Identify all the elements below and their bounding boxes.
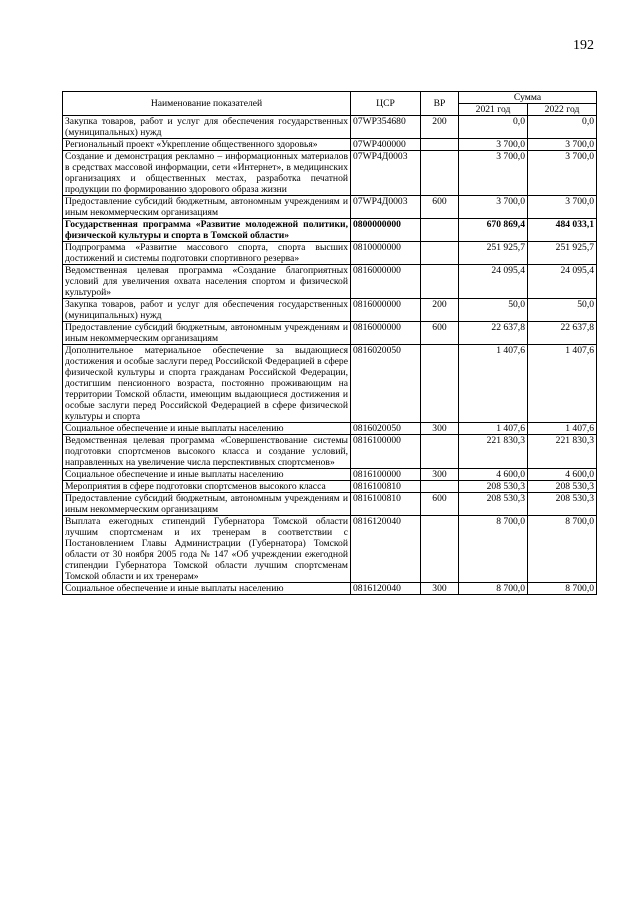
row-2022-cell: 208 530,3 — [528, 493, 597, 516]
row-2022-cell: 208 530,3 — [528, 481, 597, 493]
row-vr-cell: 200 — [421, 116, 459, 139]
row-2022-cell: 22 637,8 — [528, 322, 597, 345]
table-row — [63, 116, 597, 139]
row-csr-cell: 0816000000 — [351, 265, 421, 299]
table-row — [63, 139, 597, 151]
row-2021-cell: 1 407,6 — [459, 423, 528, 435]
row-vr-cell: 300 — [421, 423, 459, 435]
row-vr-cell: 600 — [421, 322, 459, 345]
row-csr-cell: 07WP400000 — [351, 139, 421, 151]
row-name-cell: Закупка товаров, работ и услуг для обеспечения государственных (муниципальных) нужд — [63, 116, 351, 139]
row-2022-cell: 24 095,4 — [528, 265, 597, 299]
row-name-cell: Государственная программа «Развитие молодежной политики, физической культуры и спорта в Томской области» — [63, 219, 351, 242]
table-row — [63, 242, 597, 265]
row-csr-cell: 07WP4Д0003 — [351, 196, 421, 219]
row-2021-cell: 251 925,7 — [459, 242, 528, 265]
header-year-2021: 2021 год — [459, 104, 528, 116]
row-2021-cell: 50,0 — [459, 299, 528, 322]
row-name-cell: Дополнительное материальное обеспечение за выдающиеся достижения и особые заслуги перед Российской Федерацией в сфере физической культуры и спорта гражданам Российской Федерации, достигшим пенсионного возраста, постоянно проживающим на территории Томской области, имеющим выдающиеся достижения и особые заслуги перед Российской Федерацией в сфере физической культуры и спорта — [63, 345, 351, 423]
header-name: Наименование показателей — [63, 92, 351, 116]
row-vr-cell — [421, 242, 459, 265]
row-csr-cell: 0816100810 — [351, 493, 421, 516]
table-row — [63, 219, 597, 242]
row-vr-cell — [421, 139, 459, 151]
row-name-cell: Социальное обеспечение и иные выплаты населению — [63, 469, 351, 481]
row-csr-cell: 0816100000 — [351, 435, 421, 469]
page-number: 192 — [573, 38, 594, 53]
row-2022-cell: 1 407,6 — [528, 345, 597, 423]
row-name-cell: Предоставление субсидий бюджетным, автономным учреждениям и иным некоммерческим организациям — [63, 196, 351, 219]
row-csr-cell: 07WP354680 — [351, 116, 421, 139]
row-2021-cell: 4 600,0 — [459, 469, 528, 481]
row-name-cell: Социальное обеспечение и иные выплаты населению — [63, 583, 351, 595]
row-2021-cell: 3 700,0 — [459, 139, 528, 151]
row-2021-cell: 24 095,4 — [459, 265, 528, 299]
row-vr-cell: 200 — [421, 299, 459, 322]
row-2021-cell: 221 830,3 — [459, 435, 528, 469]
row-2021-cell: 3 700,0 — [459, 196, 528, 219]
row-vr-cell: 300 — [421, 583, 459, 595]
row-2022-cell: 8 700,0 — [528, 516, 597, 583]
row-2022-cell: 484 033,1 — [528, 219, 597, 242]
table-row — [63, 469, 597, 481]
row-2022-cell: 0,0 — [528, 116, 597, 139]
row-vr-cell: 600 — [421, 196, 459, 219]
row-2021-cell: 22 637,8 — [459, 322, 528, 345]
row-csr-cell: 0816120040 — [351, 516, 421, 583]
table-row — [63, 299, 597, 322]
row-name-cell: Мероприятия в сфере подготовки спортсменов высокого класса — [63, 481, 351, 493]
row-2021-cell: 1 407,6 — [459, 345, 528, 423]
row-name-cell: Социальное обеспечение и иные выплаты населению — [63, 423, 351, 435]
header-sum: Сумма — [459, 92, 597, 104]
row-2022-cell: 3 700,0 — [528, 139, 597, 151]
row-name-cell: Предоставление субсидий бюджетным, автономным учреждениям и иным некоммерческим организациям — [63, 493, 351, 516]
row-csr-cell: 0816020050 — [351, 345, 421, 423]
row-2021-cell: 8 700,0 — [459, 516, 528, 583]
table-row — [63, 516, 597, 583]
row-name-cell: Ведомственная целевая программа «Создание благоприятных условий для увеличения охвата населения спортом и физической культурой» — [63, 265, 351, 299]
table-row — [63, 481, 597, 493]
row-name-cell: Выплата ежегодных стипендий Губернатора Томской области лучшим спортсменам и их тренерам в соответствии с Постановлением Главы Администрации (Губернатора) Томской области от 30 ноября 2005 года № 147 «Об учреждении ежегодной стипендии Губернатора Томской области лучшим спортсменам Томской области и их тренерам» — [63, 516, 351, 583]
row-2021-cell: 0,0 — [459, 116, 528, 139]
table-row — [63, 583, 597, 595]
row-2022-cell: 3 700,0 — [528, 151, 597, 196]
row-2022-cell: 4 600,0 — [528, 469, 597, 481]
table-row — [63, 345, 597, 423]
row-2021-cell: 3 700,0 — [459, 151, 528, 196]
table-row — [63, 151, 597, 196]
row-vr-cell — [421, 435, 459, 469]
table-row — [63, 322, 597, 345]
row-2022-cell: 221 830,3 — [528, 435, 597, 469]
row-name-cell: Предоставление субсидий бюджетным, автономным учреждениям и иным некоммерческим организациям — [63, 322, 351, 345]
row-name-cell: Закупка товаров, работ и услуг для обеспечения государственных (муниципальных) нужд — [63, 299, 351, 322]
table-row — [63, 493, 597, 516]
row-csr-cell: 0816120040 — [351, 583, 421, 595]
budget-table — [62, 91, 597, 595]
row-2021-cell: 208 530,3 — [459, 481, 528, 493]
row-2022-cell: 50,0 — [528, 299, 597, 322]
row-csr-cell: 0810000000 — [351, 242, 421, 265]
table-row — [63, 435, 597, 469]
row-csr-cell: 07WP4Д0003 — [351, 151, 421, 196]
row-vr-cell — [421, 345, 459, 423]
row-csr-cell: 0816000000 — [351, 299, 421, 322]
row-vr-cell — [421, 481, 459, 493]
row-csr-cell: 0800000000 — [351, 219, 421, 242]
row-csr-cell: 0816100000 — [351, 469, 421, 481]
row-vr-cell — [421, 516, 459, 583]
table-row — [63, 196, 597, 219]
table-row — [63, 423, 597, 435]
row-csr-cell: 0816020050 — [351, 423, 421, 435]
header-vr: ВР — [421, 92, 459, 116]
table-row — [63, 265, 597, 299]
row-name-cell: Региональный проект «Укрепление общественного здоровья» — [63, 139, 351, 151]
header-csr: ЦСР — [351, 92, 421, 116]
row-vr-cell — [421, 219, 459, 242]
row-2022-cell: 1 407,6 — [528, 423, 597, 435]
row-2021-cell: 8 700,0 — [459, 583, 528, 595]
row-csr-cell: 0816000000 — [351, 322, 421, 345]
row-name-cell: Подпрограмма «Развитие массового спорта, спорта высших достижений и системы подготовки спортивного резерва» — [63, 242, 351, 265]
row-2022-cell: 8 700,0 — [528, 583, 597, 595]
row-name-cell: Создание и демонстрация рекламно – информационных материалов в средствах массовой информации, сети «Интернет», в медицинских организациях и общественных местах, разработка печатной продукции по формированию здорового образа жизни — [63, 151, 351, 196]
header-year-2022: 2022 год — [528, 104, 597, 116]
row-vr-cell — [421, 151, 459, 196]
row-2022-cell: 3 700,0 — [528, 196, 597, 219]
row-csr-cell: 0816100810 — [351, 481, 421, 493]
row-vr-cell — [421, 265, 459, 299]
row-vr-cell: 300 — [421, 469, 459, 481]
row-2021-cell: 670 869,4 — [459, 219, 528, 242]
table-body — [63, 116, 597, 595]
row-2022-cell: 251 925,7 — [528, 242, 597, 265]
row-2021-cell: 208 530,3 — [459, 493, 528, 516]
row-name-cell: Ведомственная целевая программа «Совершенствование системы подготовки спортсменов высокого класса и создание условий, направленных на увеличение числа перспективных спортсменов» — [63, 435, 351, 469]
row-vr-cell: 600 — [421, 493, 459, 516]
